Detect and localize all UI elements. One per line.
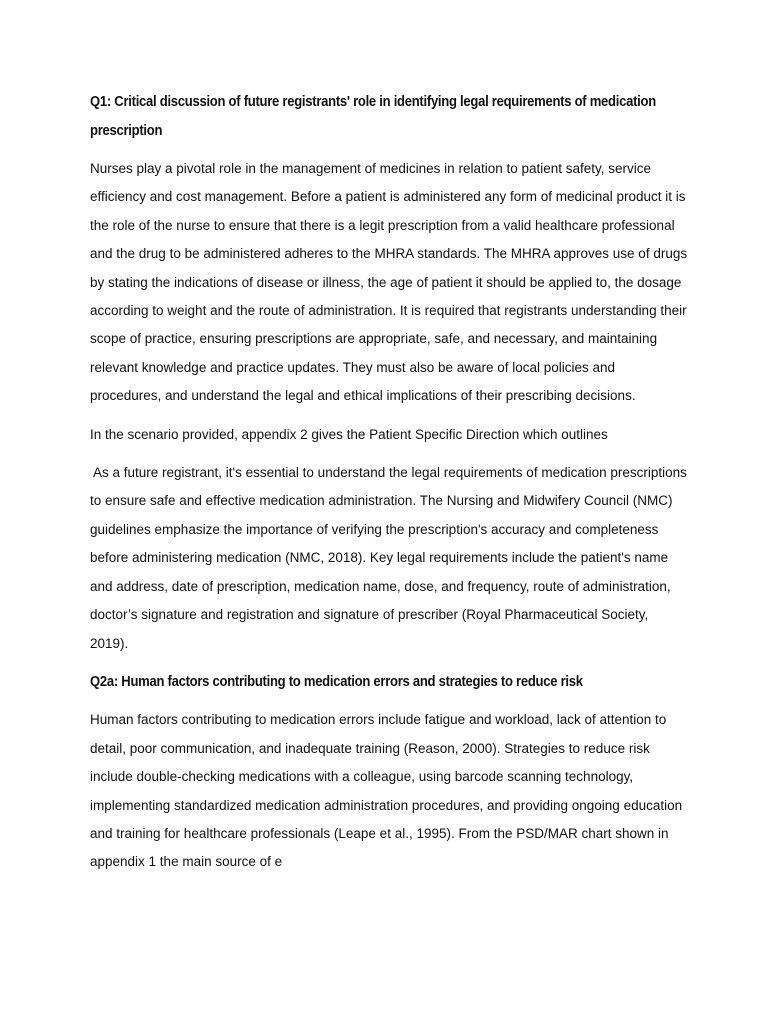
document-page [90, 88, 690, 887]
q1-paragraph-1: Nurses play a pivotal role in the management of medicines in relation to patient safety, service efficiency and cost management. Before a patient is administered any form of medicinal product it is the role of the nurse to ensure that there is a legit prescription from a valid healthcare professional and the drug to be administered adheres to the MHRA standards. The MHRA approves use of drugs by stating the indications of disease or illness, the age of patient it should be applied to, the dosage according to weight and the route of administration. It is required that registrants understanding their scope of practice, ensuring prescriptions are appropriate, safe, and necessary, and maintaining relevant knowledge and practice updates. They must also be aware of local policies and procedures, and understand the legal and ethical implications of their prescribing decisions. [90, 161, 688, 404]
q2a-paragraph-1: Human factors contributing to medication errors include fatigue and workload, lack of attention to detail, poor communication, and inadequate training (Reason, 2000). Strategies to reduce risk include double-checking medications with a colleague, using barcode scanning technology, implementing standardized medication administration procedures, and providing ongoing education and training for healthcare professionals (Leape et al., 1995). From the PSD/MAR chart shown in appendix 1 the main source of e [90, 712, 683, 870]
q1-paragraph-3: As a future registrant, it's essential to understand the legal requirements of medication prescriptions to ensure safe and effective medication administration. The Nursing and Midwifery Council (NMC) guidelines emphasize the importance of verifying the prescription's accuracy and completeness before administering medication (NMC, 2018). Key legal requirements include the patient's name and address, date of prescription, medication name, dose, and frequency, route of administration, doctor’s signature and registration and signature of prescriber (Royal Pharmaceutical Society, 2019). [90, 465, 687, 651]
q2a-heading: Q2a: Human factors contributing to medication errors and strategies to reduce risk [90, 673, 583, 690]
q1-paragraph-2: In the scenario provided, appendix 2 gives the Patient Specific Direction which outlines [90, 426, 608, 442]
q1-heading: Q1: Critical discussion of future registrants' role in identifying legal requirements of medication prescription [90, 94, 656, 139]
